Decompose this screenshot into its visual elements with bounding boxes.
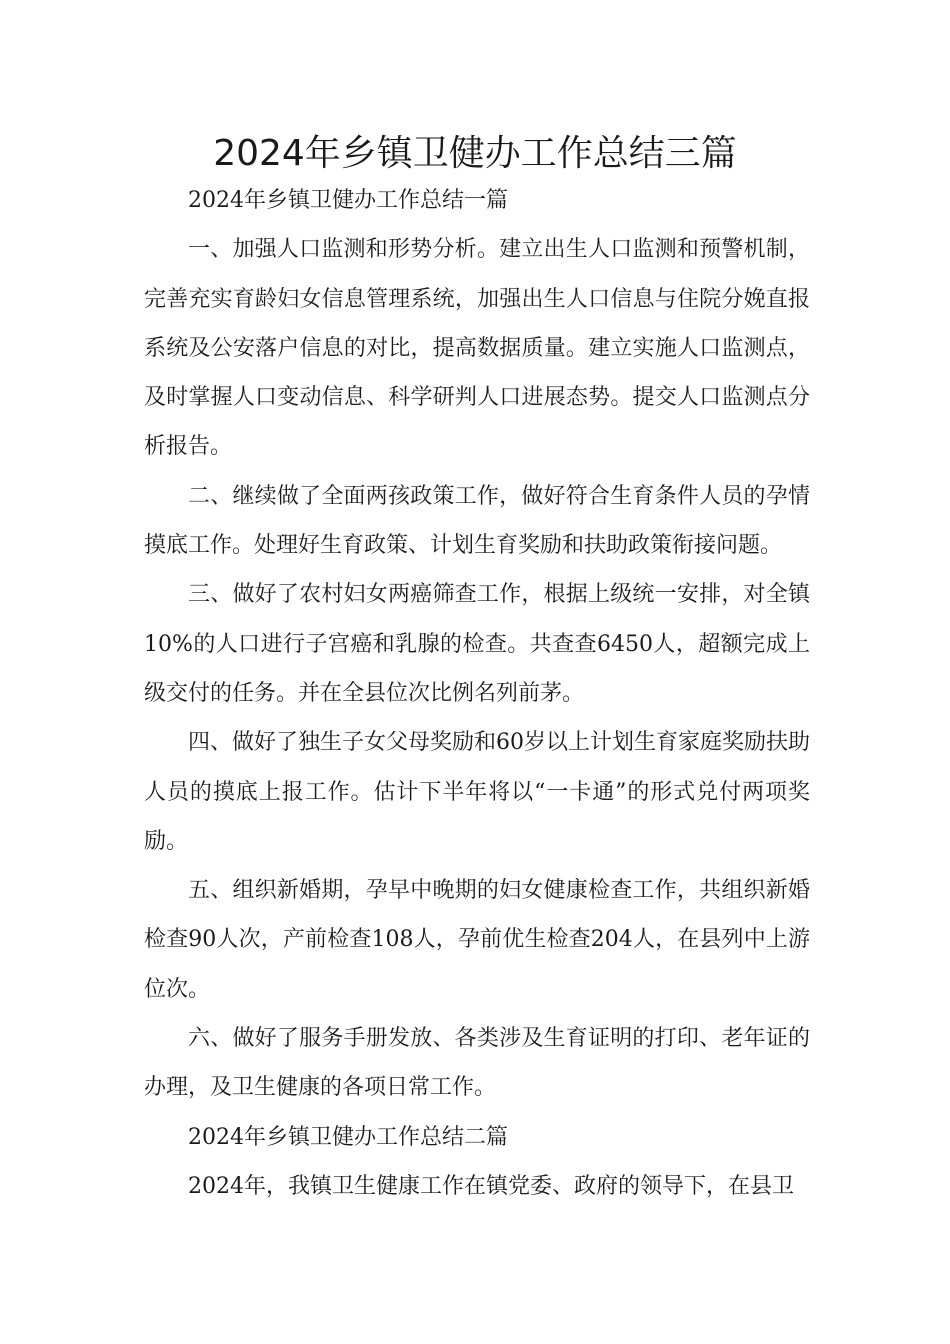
paragraph-5: 五、组织新婚期，孕早中晚期的妇女健康检查工作，共组织新婚检查90人次，产前检查108人，孕前优生检查204人，在县列中上游位次。: [144, 878, 810, 1002]
paragraph-1: 一、加强人口监测和形势分析。建立出生人口监测和预警机制，完善充实育龄妇女信息管理系统，加强出生人口信息与住院分娩直报系统及公安落户信息的对比，提高数据质量。建立实施人口监测点，及时掌握人口变动信息、科学研判人口进展态势。提交人口监测点分析报告。: [144, 237, 810, 460]
paragraph-6: 六、做好了服务手册发放、各类涉及生育证明的打印、老年证的办理，及卫生健康的各项日常工作。: [144, 1026, 810, 1101]
section-heading-1: 2024年乡镇卫健办工作总结一篇: [188, 188, 508, 213]
paragraph-7: 2024年，我镇卫生健康工作在镇党委、政府的领导下，在县卫: [188, 1173, 794, 1199]
section-heading-2: 2024年乡镇卫健办工作总结二篇: [188, 1124, 508, 1150]
document-title: 2024年乡镇卫健办工作总结三篇: [213, 133, 737, 174]
paragraph-4: 四、做好了独生子女父母奖励和60岁以上计划生育家庭奖励扶助人员的摸底上报工作。估计下半年将以“一卡通”的形式兑付两项奖励。: [144, 730, 810, 854]
document-body: [144, 176, 810, 1211]
paragraph-3: 三、做好了农村妇女两癌筛查工作，根据上级统一安排，对全镇10%的人口进行子宫癌和乳腺的检查。共查查6450人，超额完成上级交付的任务。并在全县位次比例名列前茅。: [144, 582, 810, 706]
paragraph-2: 二、继续做了全面两孩政策工作，做好符合生育条件人员的孕情摸底工作。处理好生育政策、计划生育奖励和扶助政策衔接问题。: [144, 483, 810, 559]
